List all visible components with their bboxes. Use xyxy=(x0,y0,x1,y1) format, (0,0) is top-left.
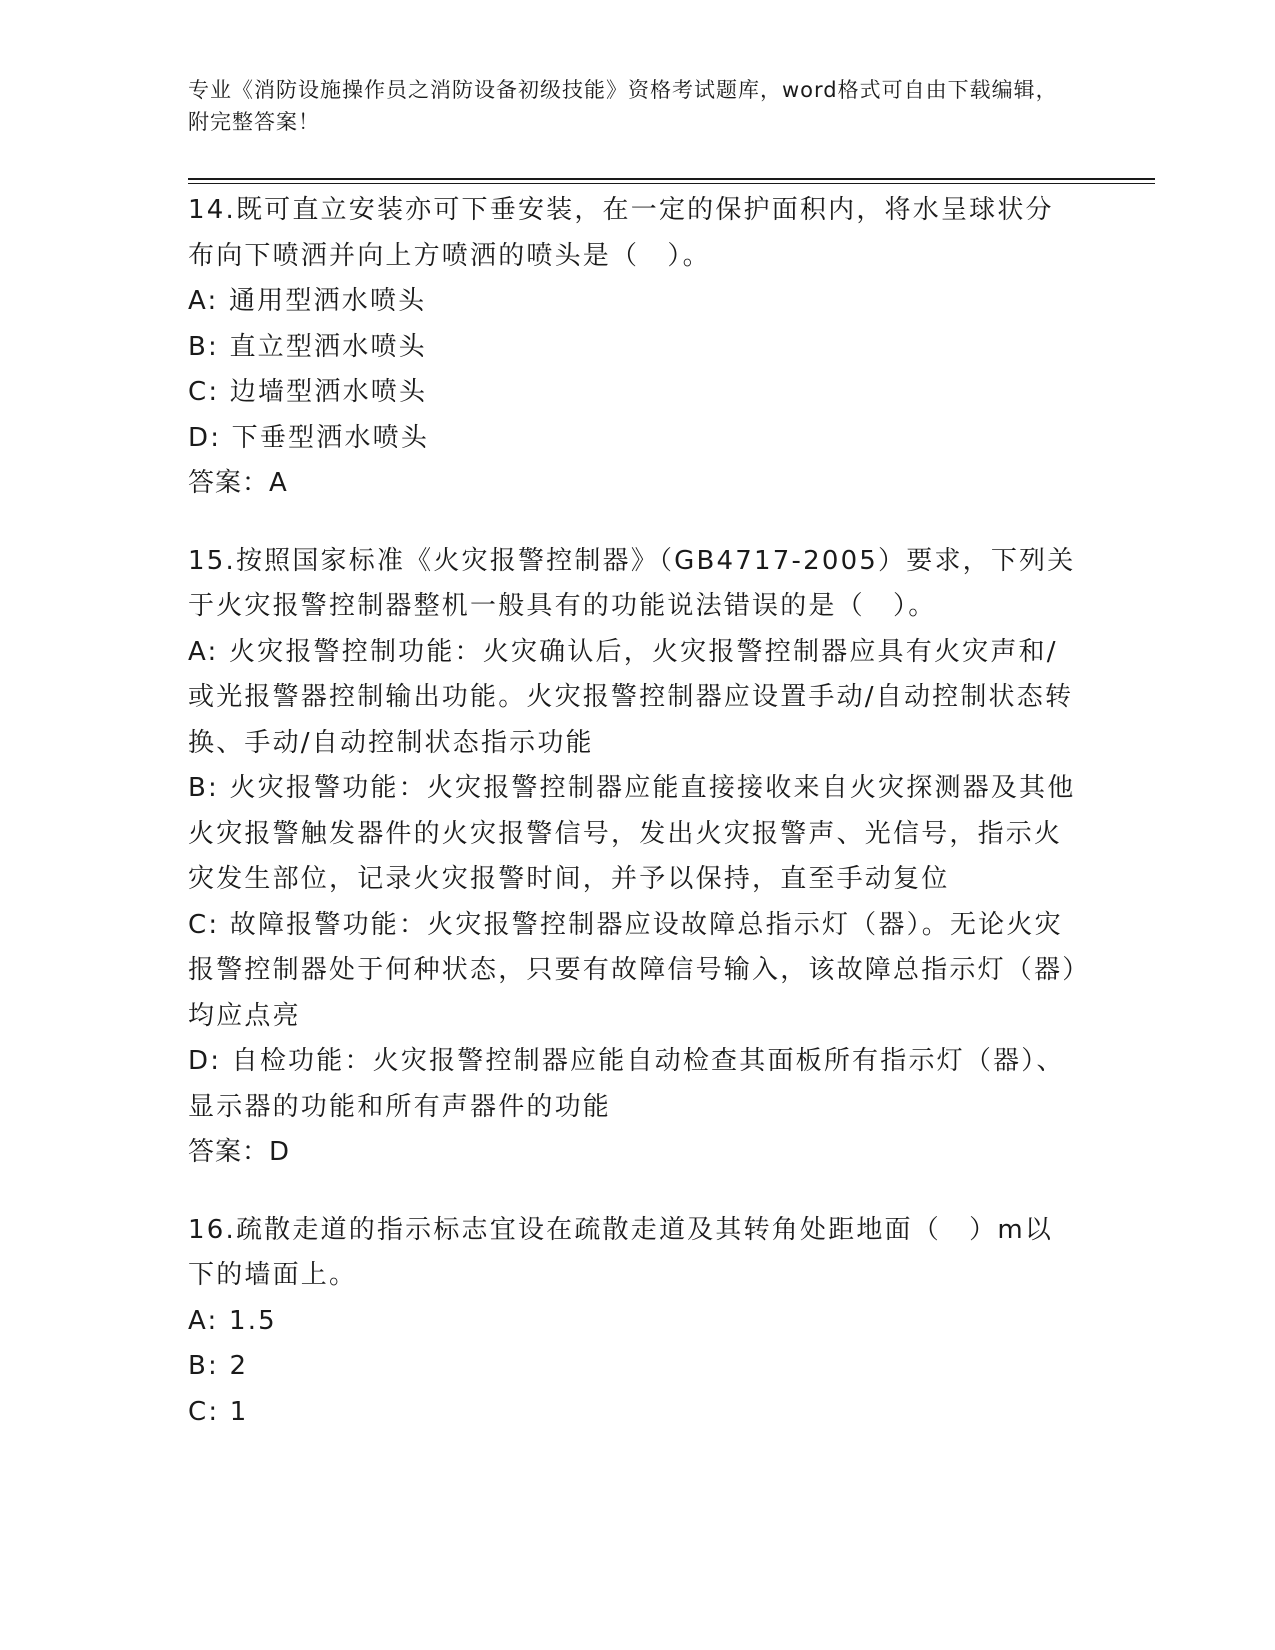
option-a: A: 1.5 xyxy=(188,1305,277,1336)
question-list xyxy=(188,188,1078,1467)
question-15 xyxy=(188,539,1078,1176)
document-header: 专业《消防设施操作员之消防设备初级技能》资格考试题库，word格式可自由下载编辑，附完整答案！ xyxy=(188,78,1058,134)
answer-label: 答案：A xyxy=(188,468,288,498)
option-b: B: 2 xyxy=(188,1351,249,1381)
answer-label: 答案：D xyxy=(188,1137,291,1167)
option-c: C: 故障报警功能：火灾报警控制器应设故障总指示灯（器）。无论火灾报警控制器处于何种状态，只要有故障信号输入，该故障总指示灯（器）均应点亮 xyxy=(188,909,1078,1031)
question-14 xyxy=(188,188,1078,507)
option-a: A: 通用型洒水喷头 xyxy=(188,286,427,316)
question-stem: 15.按照国家标准《火灾报警控制器》（GB4717-2005）要求，下列关于火灾报警控制器整机一般具有的功能说法错误的是（ ）。 xyxy=(188,545,1076,621)
question-stem: 14.既可直立安装亦可下垂安装，在一定的保护面积内，将水呈球状分布向下喷洒并向上方喷洒的喷头是（ ）。 xyxy=(188,195,1054,271)
header-divider-thick xyxy=(188,178,1155,180)
option-b: B: 火灾报警功能：火灾报警控制器应能直接接收来自火灾探测器及其他火灾报警触发器件的火灾报警信号，发出火灾报警声、光信号，指示火灾发生部位，记录火灾报警时间，并予以保持，直至手动复位 xyxy=(188,773,1076,894)
question-stem: 16.疏散走道的指示标志宜设在疏散走道及其转角处距地面（ ）m以下的墙面上。 xyxy=(188,1214,1054,1290)
option-b: B: 直立型洒水喷头 xyxy=(188,331,427,362)
option-d: D: 自检功能：火灾报警控制器应能自动检查其面板所有指示灯（器）、显示器的功能和所有声器件的功能 xyxy=(188,1046,1065,1122)
option-c: C: 边墙型洒水喷头 xyxy=(188,377,428,407)
option-c: C: 1 xyxy=(188,1396,249,1427)
question-16 xyxy=(188,1208,1078,1436)
option-a: A: 火灾报警控制功能：火灾确认后，火灾报警控制器应具有火灾声和/或光报警器控制输出功能。火灾报警控制器应设置手动/自动控制状态转换、手动/自动控制状态指示功能 xyxy=(188,636,1074,758)
option-d: D: 下垂型洒水喷头 xyxy=(188,422,430,453)
header-divider-thin xyxy=(188,183,1155,184)
